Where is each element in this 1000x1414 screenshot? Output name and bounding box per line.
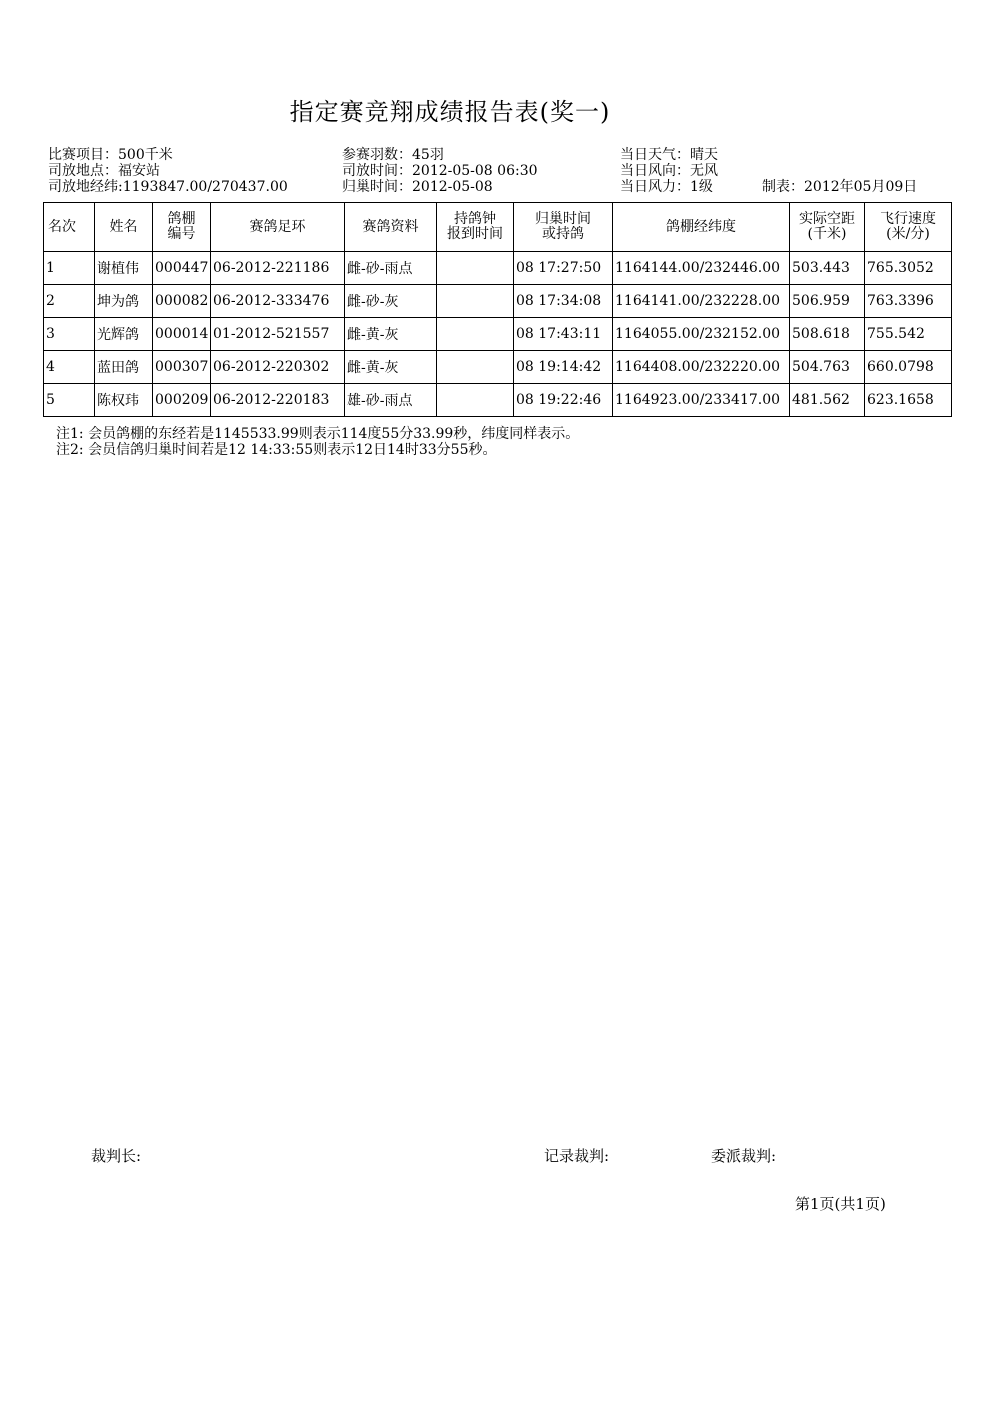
table-cell: 1164408.00/232220.00 <box>613 351 790 384</box>
table-row <box>44 318 952 351</box>
table-cell: 1164141.00/232228.00 <box>613 285 790 318</box>
table-cell <box>437 252 514 285</box>
table-cell: 蓝田鸽 <box>95 351 153 384</box>
table-cell: 3 <box>44 318 95 351</box>
table-row <box>44 285 952 318</box>
table-cell: 000447 <box>153 252 211 285</box>
table-cell: 08 17:34:08 <box>514 285 613 318</box>
table-header-row <box>44 203 952 252</box>
table-cell: 000014 <box>153 318 211 351</box>
info-column-2 <box>342 147 538 195</box>
table-cell: 坤为鸽 <box>95 285 153 318</box>
recorder-judge-label: 记录裁判: <box>544 1147 610 1165</box>
header-ring: 赛鸽足环 <box>211 203 345 252</box>
table-cell: 光辉鸽 <box>95 318 153 351</box>
table-cell: 雌-砂-雨点 <box>345 252 437 285</box>
wind-force: 当日风力：1级 <box>620 179 713 195</box>
table-cell: 06-2012-333476 <box>211 285 345 318</box>
table-cell: 763.3396 <box>865 285 952 318</box>
release-time: 司放时间：2012-05-08 06:30 <box>342 163 538 179</box>
table-cell: 1 <box>44 252 95 285</box>
table-cell: 08 19:22:46 <box>514 384 613 417</box>
table-cell: 1164055.00/232152.00 <box>613 318 790 351</box>
header-clock-time: 持鸽钟 报到时间 <box>437 203 514 252</box>
info-column-3 <box>620 147 718 195</box>
table-cell: 4 <box>44 351 95 384</box>
header-speed: 飞行速度 (米/分) <box>865 203 952 252</box>
table-cell: 623.1658 <box>865 384 952 417</box>
table-cell: 000307 <box>153 351 211 384</box>
header-name: 姓名 <box>95 203 153 252</box>
header-arrival-time: 归巢时间 或持鸽 <box>514 203 613 252</box>
table-cell <box>437 318 514 351</box>
table-cell: 雌-砂-灰 <box>345 285 437 318</box>
table-row <box>44 252 952 285</box>
table-cell: 08 19:14:42 <box>514 351 613 384</box>
table-cell: 08 17:27:50 <box>514 252 613 285</box>
note-1: 注1: 会员鸽棚的东经若是1145533.99则表示114度55分33.99秒，纬度同样表示。 <box>56 426 580 442</box>
note-2: 注2: 会员信鸽归巢时间若是12 14:33:55则表示12日14时33分55秒。 <box>56 442 497 458</box>
table-cell: 雄-砂-雨点 <box>345 384 437 417</box>
return-time: 归巢时间：2012-05-08 <box>342 179 493 195</box>
table-cell: 506.959 <box>790 285 865 318</box>
report-date: 制表：2012年05月09日 <box>762 179 918 195</box>
table-cell: 000082 <box>153 285 211 318</box>
report-title: 指定赛竞翔成绩报告表(奖一) <box>289 98 611 126</box>
table-cell <box>437 384 514 417</box>
table-cell: 06-2012-221186 <box>211 252 345 285</box>
header-pigeon-info: 赛鸽资料 <box>345 203 437 252</box>
table-cell <box>437 285 514 318</box>
table-cell: 755.542 <box>865 318 952 351</box>
table-cell: 508.618 <box>790 318 865 351</box>
table-cell: 481.562 <box>790 384 865 417</box>
table-cell: 765.3052 <box>865 252 952 285</box>
header-loft-id: 鸽棚 编号 <box>153 203 211 252</box>
delegate-judge-label: 委派裁判: <box>711 1147 777 1165</box>
race-item: 比赛项目：500千米 <box>48 147 173 163</box>
header-loft-coords: 鸽棚经纬度 <box>613 203 790 252</box>
table-cell: 雌-黄-灰 <box>345 351 437 384</box>
chief-judge-label: 裁判长: <box>91 1147 142 1165</box>
wind-direction: 当日风向：无风 <box>620 163 718 179</box>
results-table <box>43 202 952 417</box>
header-rank: 名次 <box>44 203 95 252</box>
table-row <box>44 351 952 384</box>
weather: 当日天气：晴天 <box>620 147 718 163</box>
table-cell: 000209 <box>153 384 211 417</box>
table-cell: 1164923.00/233417.00 <box>613 384 790 417</box>
header-distance: 实际空距 (千米) <box>790 203 865 252</box>
release-location: 司放地点：福安站 <box>48 163 160 179</box>
table-cell: 陈权玮 <box>95 384 153 417</box>
table-cell: 谢植伟 <box>95 252 153 285</box>
table-cell: 503.443 <box>790 252 865 285</box>
table-cell: 2 <box>44 285 95 318</box>
table-cell: 1164144.00/232446.00 <box>613 252 790 285</box>
table-cell: 01-2012-521557 <box>211 318 345 351</box>
release-coordinates: 司放地经纬:1193847.00/270437.00 <box>48 179 288 195</box>
table-cell: 08 17:43:11 <box>514 318 613 351</box>
entry-count: 参赛羽数：45羽 <box>342 147 444 163</box>
notes <box>56 426 579 458</box>
table-cell <box>437 351 514 384</box>
table-cell: 660.0798 <box>865 351 952 384</box>
page-number: 第1页(共1页) <box>795 1195 886 1213</box>
table-row <box>44 384 952 417</box>
table-cell: 06-2012-220302 <box>211 351 345 384</box>
table-cell: 06-2012-220183 <box>211 384 345 417</box>
table-cell: 504.763 <box>790 351 865 384</box>
table-cell: 5 <box>44 384 95 417</box>
table-cell: 雌-黄-灰 <box>345 318 437 351</box>
info-column-1 <box>48 147 288 195</box>
